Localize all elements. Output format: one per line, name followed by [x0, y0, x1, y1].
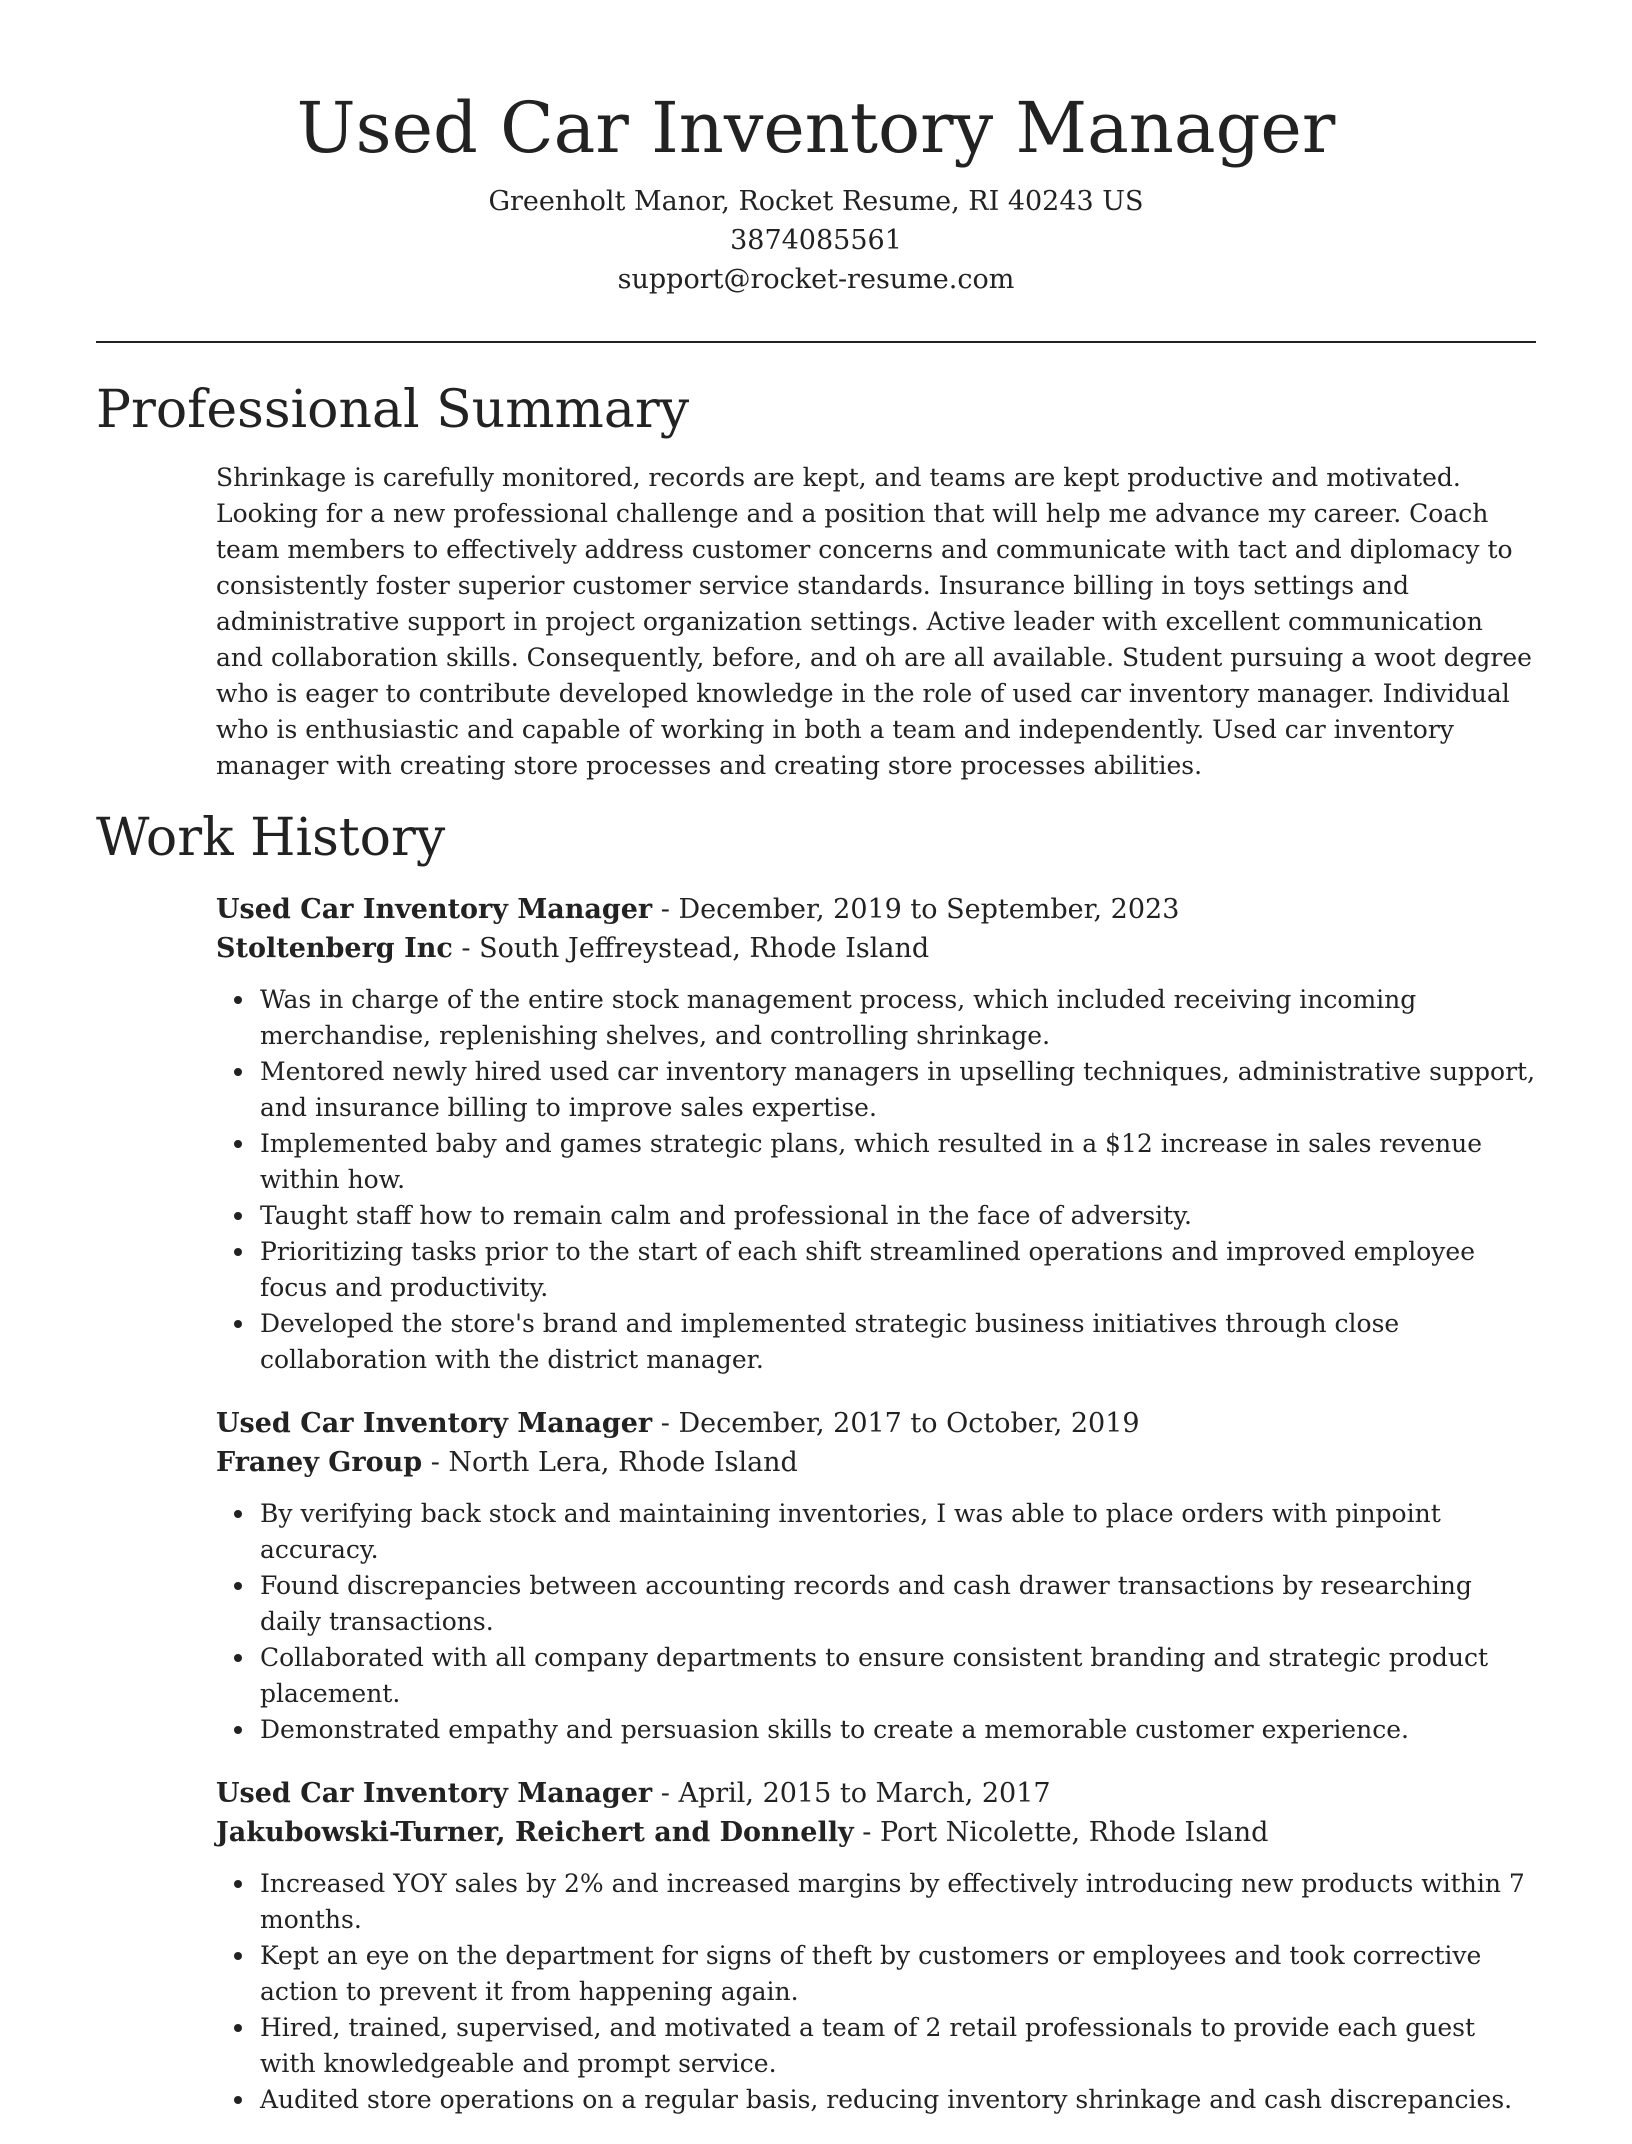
- job-bullet: Hired, trained, supervised, and motivated a team of 2 retail professionals to provide each guest with knowledgeable and prompt service.: [260, 2010, 1538, 2082]
- job-bullet: Developed the store's brand and implemented strategic business initiatives through close collaboration with the district manager.: [260, 1306, 1538, 1378]
- job-bullet: Audited store operations on a regular basis, reducing inventory shrinkage and cash discrepancies.: [260, 2082, 1538, 2118]
- email: support@rocket-resume.com: [617, 264, 1015, 295]
- job-bullet: Kept an eye on the department for signs of theft by customers or employees and took corrective action to prevent it from happening again.: [260, 1938, 1538, 2010]
- job-entry: [216, 1774, 1538, 2118]
- contact-block: [0, 182, 1632, 299]
- header-divider: [96, 341, 1536, 343]
- candidate-name: Used Car Inventory Manager: [296, 87, 1336, 169]
- job-company-line: [216, 929, 1538, 968]
- job-bullet: Increased YOY sales by 2% and increased margins by effectively introducing new products within 7 months.: [260, 1866, 1538, 1938]
- job-bullet: Prioritizing tasks prior to the start of each shift streamlined operations and improved employee focus and productivity.: [260, 1234, 1538, 1306]
- job-dates: - April, 2015 to March, 2017: [652, 1778, 1051, 1809]
- job-company: Stoltenberg Inc: [216, 933, 453, 964]
- job-bullet: Mentored newly hired used car inventory managers in upselling techniques, administrative support, and insurance billing to improve sales expertise.: [260, 1054, 1538, 1126]
- job-entry: [216, 890, 1538, 1378]
- work-history-heading: Work History: [96, 808, 446, 868]
- job-location: - South Jeffreystead, Rhode Island: [452, 933, 930, 964]
- job-location: - North Lera, Rhode Island: [422, 1447, 798, 1478]
- job-bullet: Was in charge of the entire stock management process, which included receiving incoming merchandise, replenishing shelves, and controlling shrinkage.: [260, 982, 1538, 1054]
- summary-heading: Professional Summary: [96, 380, 690, 440]
- job-title-line: [216, 1774, 1538, 1813]
- job-bullet: Demonstrated empathy and persuasion skills to create a memorable customer experience.: [260, 1712, 1538, 1748]
- job-role: Used Car Inventory Manager: [216, 1778, 653, 1809]
- job-bullet: Collaborated with all company departments to ensure consistent branding and strategic product placement.: [260, 1640, 1538, 1712]
- job-entry: [216, 1404, 1538, 1748]
- job-role: Used Car Inventory Manager: [216, 894, 653, 925]
- job-role: Used Car Inventory Manager: [216, 1408, 653, 1439]
- job-company-line: [216, 1813, 1538, 1852]
- job-bullets: [216, 1866, 1538, 2118]
- job-company: Jakubowski-Turner, Reichert and Donnelly: [216, 1817, 854, 1848]
- job-bullet: Found discrepancies between accounting records and cash drawer transactions by researching daily transactions.: [260, 1568, 1538, 1640]
- job-bullet: Taught staff how to remain calm and professional in the face of adversity.: [260, 1198, 1538, 1234]
- summary-text: Shrinkage is carefully monitored, records are kept, and teams are kept productive and motivated. Looking for a new professional challenge and a position that will help me advance my career. Coach team members to effectively address customer concerns and communicate with tact and diplomacy to consistently foster superior customer service standards. Insurance billing in toys settings and administrative support in project organization settings. Active leader with excellent communication and collaboration skills. Consequently, before, and oh are all available. Student pursuing a woot degree who is eager to contribute developed knowledge in the role of used car inventory manager. Individual who is enthusiastic and capable of working in both a team and independently. Used car inventory manager with creating store processes and creating store processes abilities.: [216, 463, 1532, 780]
- work-history-list: [216, 890, 1538, 2144]
- job-bullets: [216, 982, 1538, 1378]
- job-dates: - December, 2017 to October, 2019: [652, 1408, 1140, 1439]
- job-location: - Port Nicolette, Rhode Island: [853, 1817, 1269, 1848]
- job-title-line: [216, 890, 1538, 929]
- resume-header: [0, 0, 1632, 299]
- job-dates: - December, 2019 to September, 2023: [652, 894, 1180, 925]
- job-bullet: By verifying back stock and maintaining inventories, I was able to place orders with pinpoint accuracy.: [260, 1496, 1538, 1568]
- job-bullet: Implemented baby and games strategic plans, which resulted in a $12 increase in sales revenue within how.: [260, 1126, 1538, 1198]
- job-bullets: [216, 1496, 1538, 1748]
- address: Greenholt Manor, Rocket Resume, RI 40243 US: [488, 186, 1144, 217]
- job-title-line: [216, 1404, 1538, 1443]
- phone: 3874085561: [730, 225, 902, 256]
- job-company-line: [216, 1443, 1538, 1482]
- job-company: Franey Group: [216, 1447, 423, 1478]
